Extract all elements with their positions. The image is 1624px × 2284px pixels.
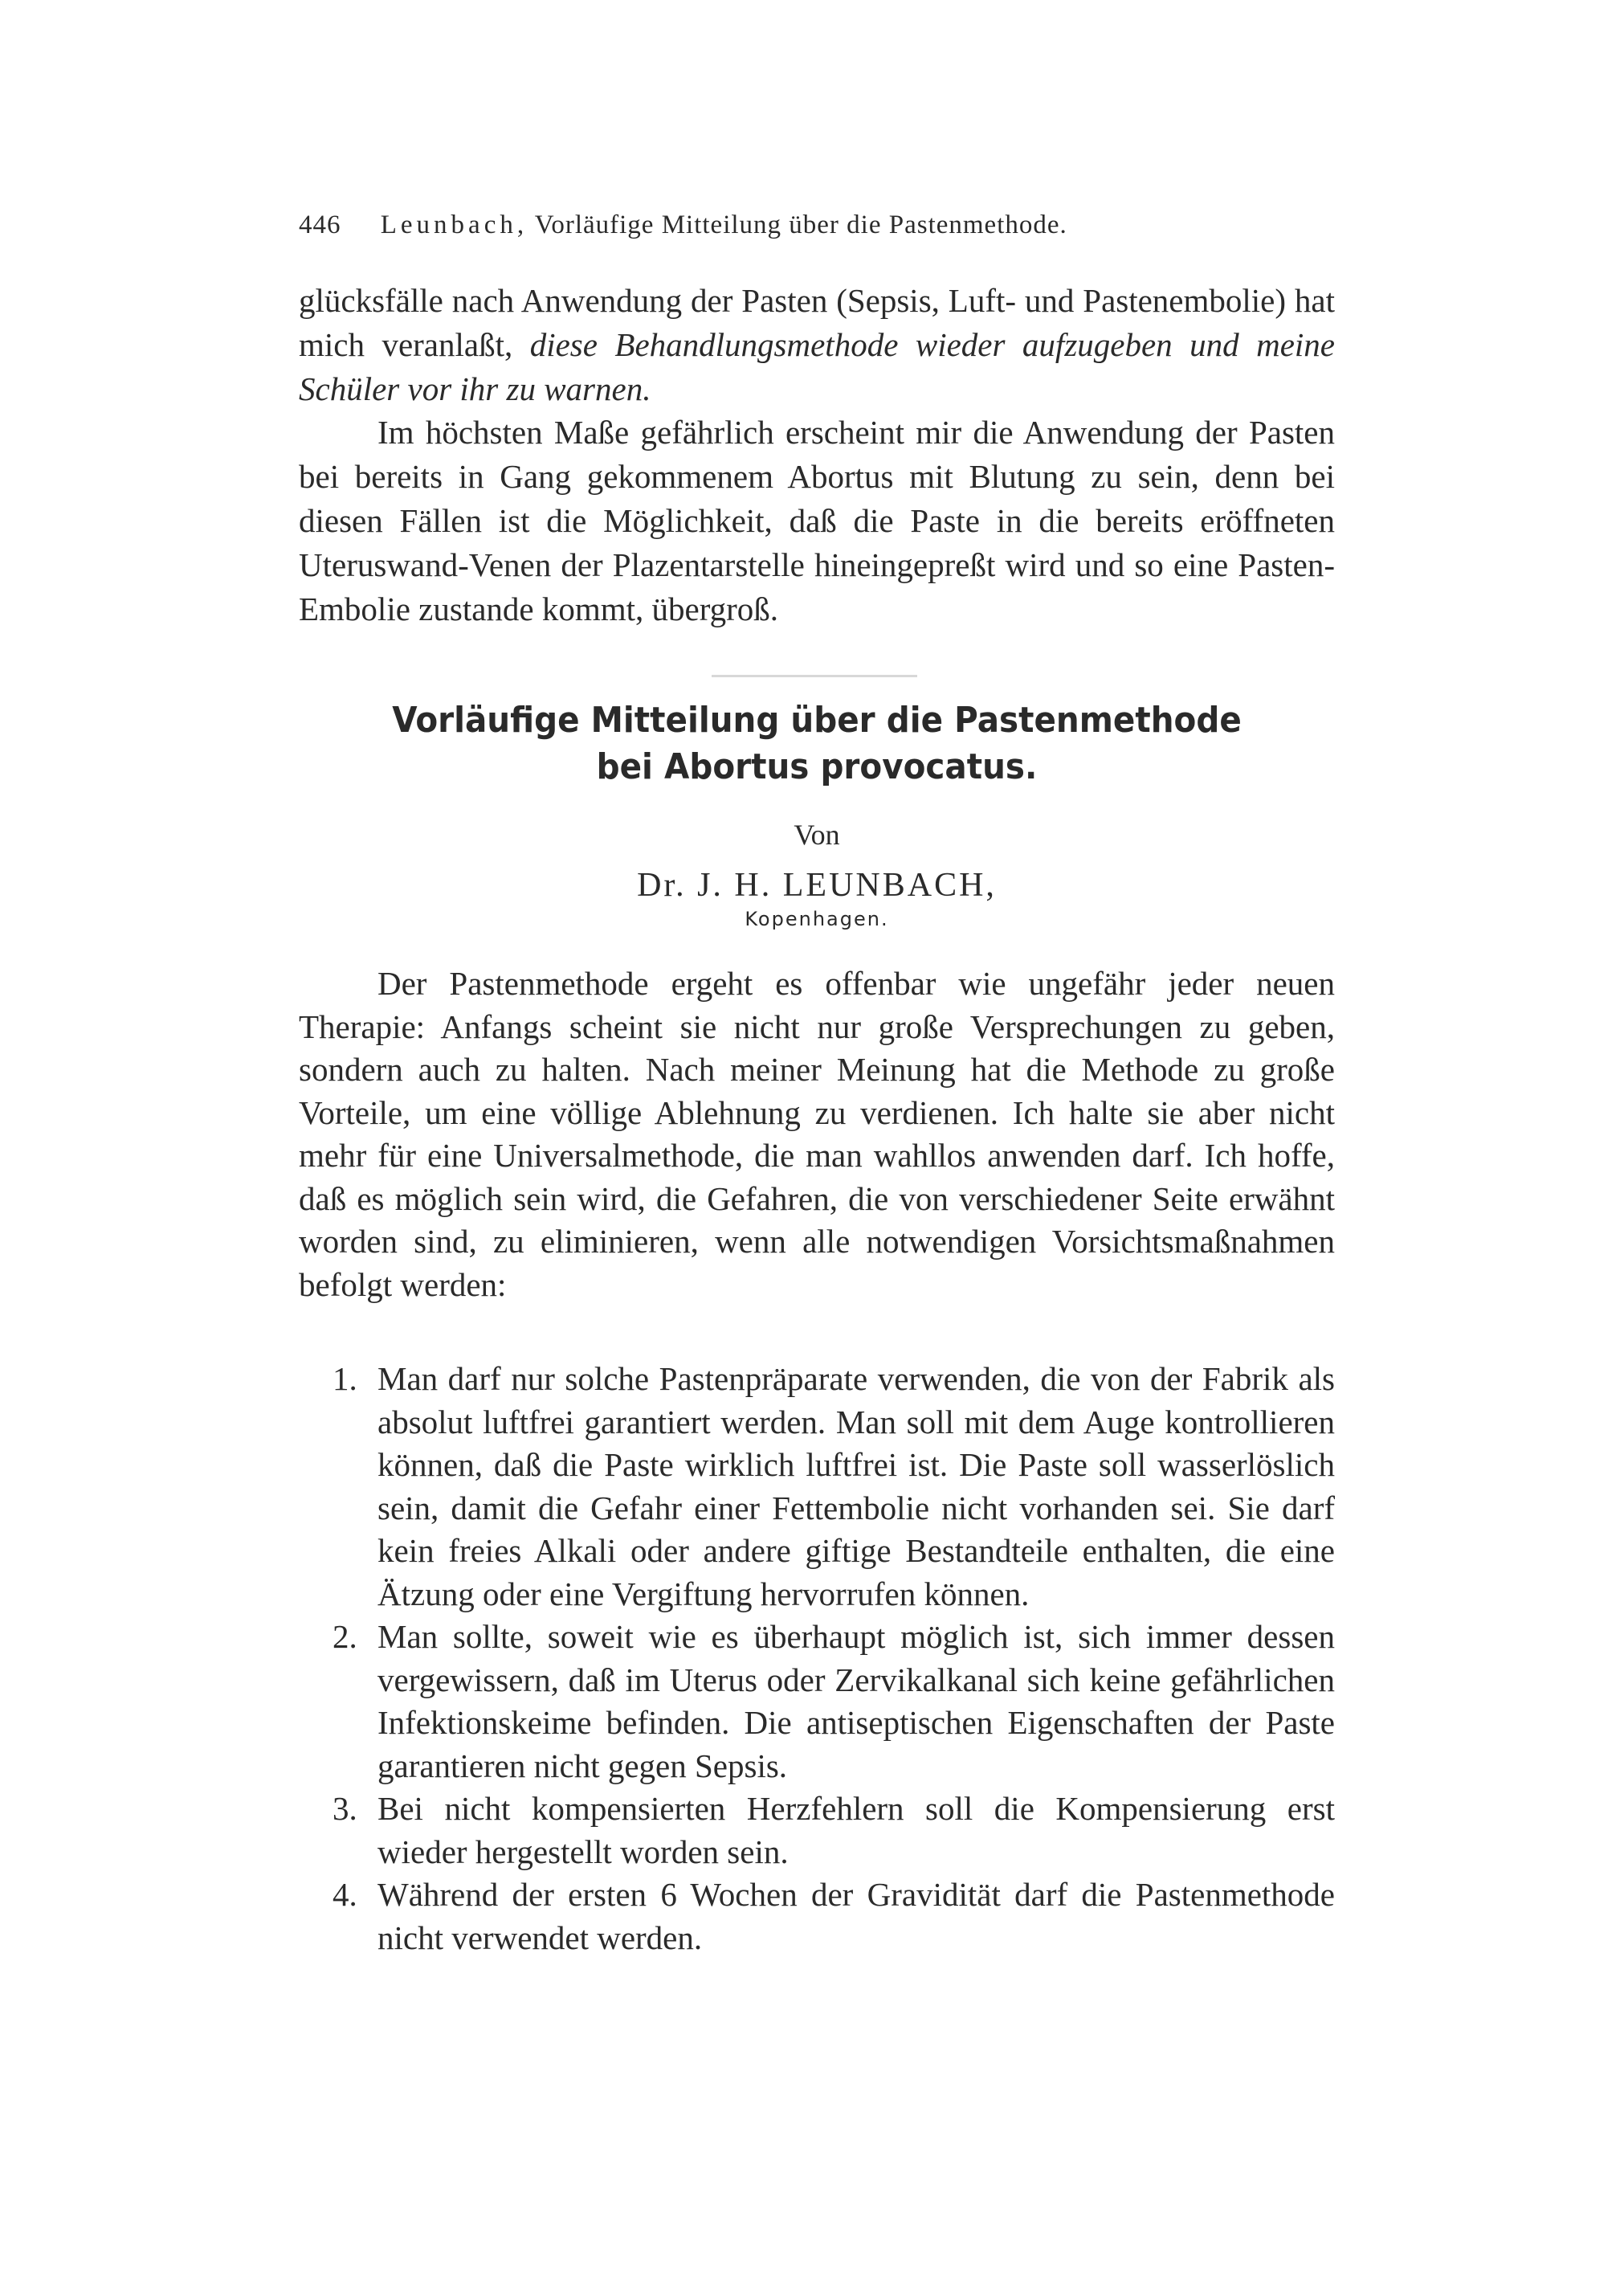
list-item xyxy=(299,1616,1335,1788)
paragraph-text: glücksfälle nach Anwendung der Pasten (Sepsis, Luft- und Pastenembolie) hat mich veranlaßt, xyxy=(299,282,1335,363)
emphasized-text: diese Behandlungsmethode wieder aufzugeben und meine Schüler vor ihr zu warnen. xyxy=(299,326,1335,407)
list-item-text: Man darf nur solche Pastenpräparate verwenden, die von der Fabrik als absolut luftfrei garantiert werden. Man soll mit dem Auge kontrollieren können, daß die Paste wirklich luftfrei ist. Die Paste soll wasserlöslich sein, damit die Gefahr einer Fettembolie nicht vorhanden sei. Sie darf kein freies Alkali oder andere giftige Bestandteile enthalten, die eine Ätzung oder eine Vergiftung hervorrufen können. xyxy=(377,1360,1335,1612)
list-item xyxy=(299,1358,1335,1616)
list-item-number: 1. xyxy=(333,1360,357,1397)
intro-paragraph: Der Pastenmethode ergeht es offenbar wie ungefähr jeder neuen Therapie: Anfangs scheint sie nicht nur große Versprechungen zu geben, sondern auch zu halten. Nach meiner Meinung hat die Methode zu große Vorteile, um eine völlige Ablehnung zu verdienen. Ich halte sie aber nicht mehr für eine Universalmethode, die man wahllos anwenden darf. Ich hoffe, daß es möglich sein wird, die Gefahren, die von verschiedener Seite erwähnt worden sind, zu eliminieren, wenn alle notwendigen Vorsichtsmaßnahmen befolgt werden: xyxy=(299,965,1335,1303)
list-item-text: Während der ersten 6 Wochen der Gravidität darf die Pastenmethode nicht verwendet werden. xyxy=(377,1876,1335,1956)
running-header xyxy=(299,210,1214,240)
article-title-line-1: Vorläufige Mitteilung über die Pastenmethode xyxy=(392,700,1242,741)
list-item-number: 4. xyxy=(333,1876,357,1913)
list-item-number: 3. xyxy=(333,1790,357,1827)
list-item xyxy=(299,1788,1335,1873)
list-item-number: 2. xyxy=(333,1618,357,1655)
running-header-title: Vorläufige Mitteilung über die Pastenmethode. xyxy=(534,210,1067,239)
list-item-text: Man sollte, soweit wie es überhaupt möglich ist, sich immer dessen vergewissern, daß im Uterus oder Zervikalkanal sich keine gefährlichen Infektionskeime befinden. Die antiseptischen Eigenschaften der Paste garantieren nicht gegen Sepsis. xyxy=(377,1618,1335,1784)
list-item-text: Bei nicht kompensierten Herzfehlern soll die Kompensierung erst wieder hergestellt worden sein. xyxy=(377,1790,1335,1870)
author-name: Dr. J. H. LEUNBACH, xyxy=(637,867,997,904)
previous-article-paragraph-1 xyxy=(299,279,1335,411)
section-divider xyxy=(712,675,917,677)
running-header-author: Leunbach, xyxy=(380,210,528,239)
page-number: 446 xyxy=(299,210,341,239)
precautions-list xyxy=(299,1358,1335,1959)
byline-von: Von xyxy=(794,819,840,851)
article-title xyxy=(341,697,1294,791)
article-title-line-2: bei Abortus provocatus. xyxy=(596,746,1038,787)
list-item xyxy=(299,1873,1335,1959)
previous-article-paragraph-2: Im höchsten Maße gefährlich erscheint mir die Anwendung der Pasten bei bereits in Gang gekommenem Abortus mit Blutung zu sein, denn bei diesen Fällen ist die Möglichkeit, daß die Paste in die bereits eröffneten Uteruswand-Venen der Plazentarstelle hineingepreßt wird und so eine Pasten-Embolie zustande kommt, übergroß. xyxy=(299,414,1335,627)
author-affiliation: Kopenhagen. xyxy=(745,908,889,930)
